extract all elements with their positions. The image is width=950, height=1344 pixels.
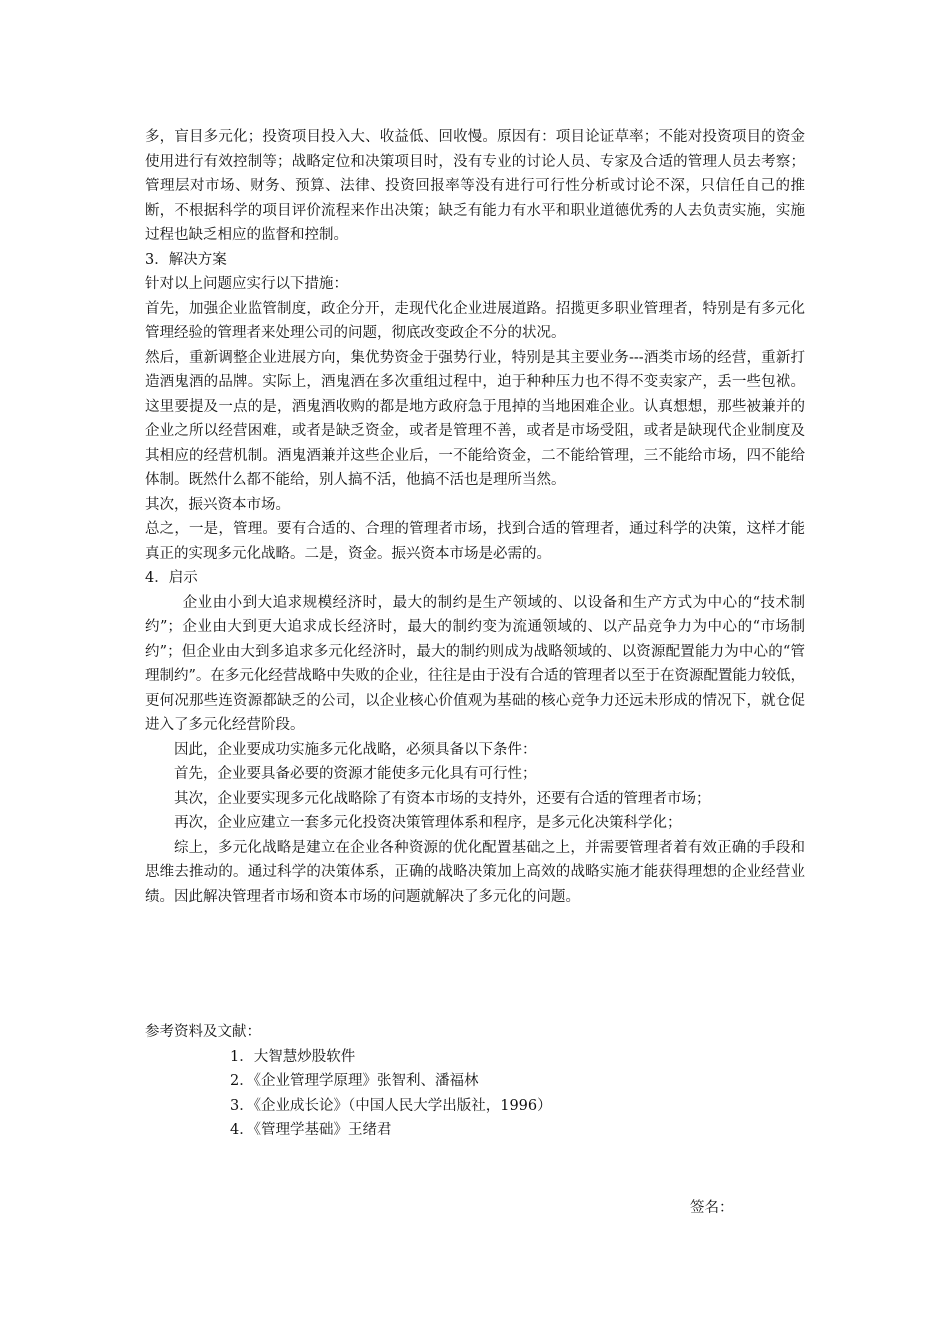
paragraph-second-measure: 然后，重新调整企业进展方向，集优势资金于强势行业，特别是其主要业务---酒类市场的经营，重新打造酒鬼酒的品牌。实际上，酒鬼酒在多次重组过程中，迫于种种压力也不得不变卖家产，丢一些包袱。这里要提及一点的是，酒鬼酒收购的都是地方政府急于甩掉的当地困难企业。认真想想，那些被兼并的企业之所以经营困难，或者是缺乏资金，或者是管理不善，或者是市场受阻，或者是缺现代企业制度及其相应的经营机制。酒鬼酒兼并这些企业后，一不能给资金，二不能给管理，三不能给市场，四不能给体制。既然什么都不能给，别人搞不活，他搞不活也是理所当然。 xyxy=(145,349,805,488)
paragraph-condition-third: 再次，企业应建立一套多元化投资决策管理体系和程序，是多元化决策科学化； xyxy=(174,815,682,831)
signature-label: 签名： xyxy=(690,1200,734,1216)
section-heading-solutions: 3．解决方案 xyxy=(145,251,227,268)
references-list xyxy=(145,1045,805,1143)
references-title: 参考资料及文献： xyxy=(145,1024,261,1040)
paragraph-insights: 企业由小到大追求规模经济时，最大的制约是生产领域的、以设备和生产方式为中心的“技术制约”；企业由大到更大追求成长经济时，最大的制约变为流通领域的、以产品竞争力为中心的“市场制约”；但企业由大到多追求多元化经济时，最大的制约则成为战略领域的、以资源配置能力为中心的“管理制约”。在多元化经营战略中失败的企业，往往是由于没有合适的管理者以至于在资源配置能力较低，更何况那些连资源都缺乏的公司，以企业核心价值观为基础的核心竞争力还远未形成的情况下，就仓促进入了多元化经营阶段。 xyxy=(145,594,805,733)
reference-item: 1．大智慧炒股软件 xyxy=(230,1048,356,1065)
reference-item: 2．《企业管理学原理》张智利、潘福林 xyxy=(230,1073,479,1089)
document-body xyxy=(145,125,805,909)
references-section xyxy=(145,1020,805,1143)
paragraph-conclusion: 综上，多元化战略是建立在企业各种资源的优化配置基础之上，并需要管理者着有效正确的手段和思维去推动的。通过科学的决策体系，正确的战略决策加上高效的战略实施才能获得理想的企业经营业绩。因此解决管理者市场和资本市场的问题就解决了多元化的问题。 xyxy=(145,839,805,905)
paragraph-summary: 总之，一是，管理。要有合适的、合理的管理者市场，找到合适的管理者，通过科学的决策，这样才能真正的实现多元化战略。二是，资金。振兴资本市场是必需的。 xyxy=(145,521,805,562)
paragraph-problems: 多，盲目多元化；投资项目投入大、收益低、回收慢。原因有：项目论证草率；不能对投资项目的资金使用进行有效控制等；战略定位和决策项目时，没有专业的讨论人员、专家及合适的管理人员去考察；管理层对市场、财务、预算、法律、投资回报率等没有进行可行性分析或讨论不深，只信任自己的推断，不根据科学的项目评价流程来作出决策；缺乏有能力有水平和职业道德优秀的人去负责实施，实施过程也缺乏相应的监督和控制。 xyxy=(145,129,805,243)
paragraph-condition-second: 其次，企业要实现多元化战略除了有资本市场的支持外，还要有合适的管理者市场； xyxy=(174,790,711,807)
paragraph-measures-intro: 针对以上问题应实行以下措施： xyxy=(145,276,348,292)
section-heading-insights: 4．启示 xyxy=(145,570,198,586)
paragraph-third-measure: 其次，振兴资本市场。 xyxy=(145,496,290,513)
reference-item: 3．《企业成长论》（中国人民大学出版社，1996） xyxy=(230,1097,552,1114)
paragraph-conditions-intro: 因此，企业要成功实施多元化战略，必须具备以下条件： xyxy=(174,741,537,758)
reference-item: 4．《管理学基础》王绪君 xyxy=(230,1122,392,1138)
paragraph-first-measure: 首先，加强企业监管制度，政企分开，走现代化企业进展道路。招揽更多职业管理者，特别是有多元化管理经验的管理者来处理公司的问题，彻底改变政企不分的状况。 xyxy=(145,300,805,341)
paragraph-condition-first: 首先，企业要具备必要的资源才能使多元化具有可行性； xyxy=(174,766,537,782)
